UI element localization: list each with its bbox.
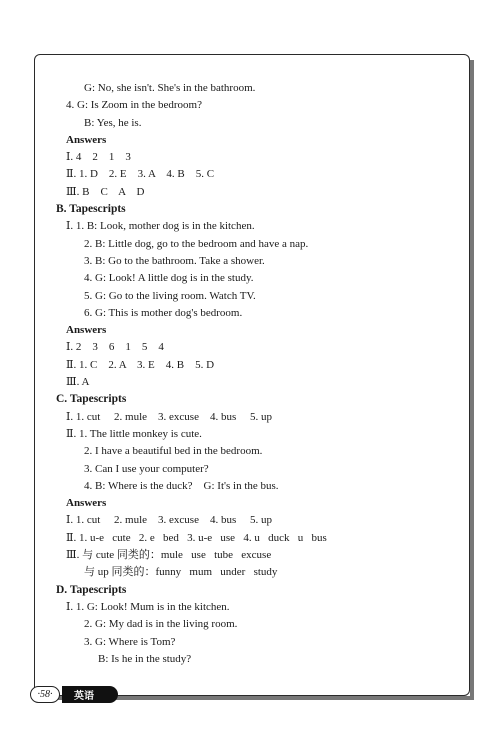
text-line: Ⅲ. 与 cute 同类的：mule use tube excuse <box>66 549 272 562</box>
text-line: 4. B: Where is the duck? G: It's in the bus. <box>84 479 279 492</box>
answers-heading: Answers <box>66 133 107 146</box>
text-line: B: Is he in the study? <box>98 652 192 665</box>
text-line: Ⅰ. 1. cut 2. mule 3. excuse 4. bus 5. up <box>66 410 272 423</box>
text-line: Ⅰ. 1. G: Look! Mum is in the kitchen. <box>66 600 230 613</box>
text-line: Ⅲ. B C A D <box>66 185 145 198</box>
text-line: Ⅱ. 1. The little monkey is cute. <box>66 427 202 440</box>
text-line: Ⅱ. 1. D 2. E 3. A 4. B 5. C <box>66 168 215 181</box>
answers-heading: Answers <box>66 324 107 337</box>
text-line: Ⅰ. 4 2 1 3 <box>66 151 131 164</box>
text-line: 2. I have a beautiful bed in the bedroom. <box>84 445 263 458</box>
frame-shadow-right <box>470 60 474 700</box>
section-heading: B. Tapescripts <box>56 203 126 216</box>
text-line: 3. Can I use your computer? <box>84 462 209 475</box>
section-heading: D. Tapescripts <box>56 583 127 596</box>
section-heading: C. Tapescripts <box>56 393 127 406</box>
text-line: Ⅱ. 1. u-e cute 2. e bed 3. u-e use 4. u duck u bus <box>66 531 327 544</box>
text-line: Ⅲ. A <box>66 376 90 389</box>
page-footer <box>30 686 118 703</box>
text-line: G: No, she isn't. She's in the bathroom. <box>84 82 256 94</box>
subject-label: 英语 <box>62 686 118 703</box>
text-line: Ⅱ. 1. C 2. A 3. E 4. B 5. D <box>66 358 215 371</box>
text-line: 2. B: Little dog, go to the bedroom and have a nap. <box>84 237 309 250</box>
text-line: 4. G: Look! A little dog is in the study. <box>84 272 254 285</box>
text-line: 与 up 同类的：funny mum under study <box>84 566 278 579</box>
text-line: 4. G: Is Zoom in the bedroom? <box>66 99 202 112</box>
text-line: Ⅰ. 1. cut 2. mule 3. excuse 4. bus 5. up <box>66 514 272 527</box>
answer-key-content <box>56 80 456 668</box>
text-line: Ⅰ. 2 3 6 1 5 4 <box>66 341 164 354</box>
answers-heading: Answers <box>66 497 107 510</box>
text-line: Ⅰ. 1. B: Look, mother dog is in the kitchen. <box>66 220 255 233</box>
text-line: 3. B: Go to the bathroom. Take a shower. <box>84 254 265 267</box>
text-line: 5. G: Go to the living room. Watch TV. <box>84 289 256 302</box>
text-line: 2. G: My dad is in the living room. <box>84 618 238 631</box>
text-line: 3. G: Where is Tom? <box>84 635 176 648</box>
text-line: B: Yes, he is. <box>84 116 142 129</box>
text-line: 6. G: This is mother dog's bedroom. <box>84 306 243 319</box>
page-number: ·58· <box>30 686 60 703</box>
